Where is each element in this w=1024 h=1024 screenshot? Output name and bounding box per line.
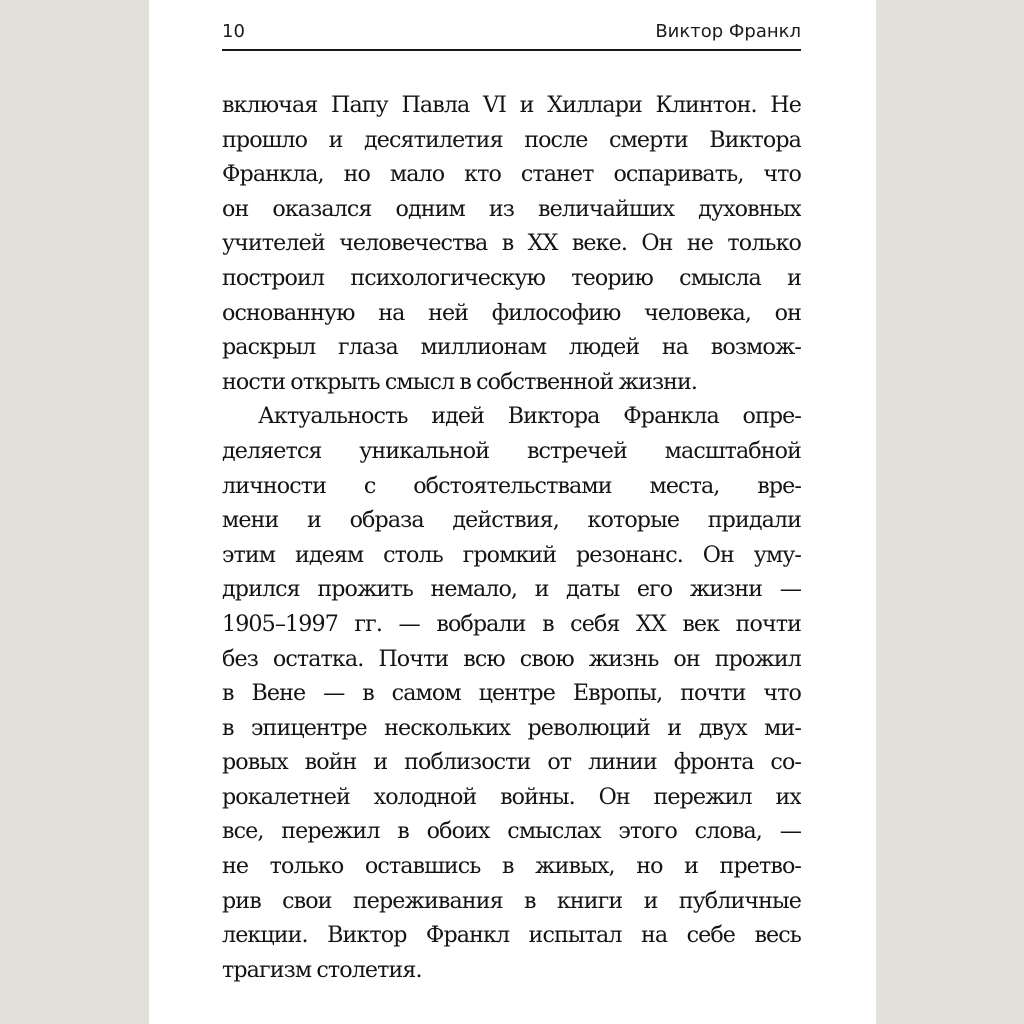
text-line: в эпицентре нескольких революций и двух ми- (222, 714, 801, 741)
text-line: 1905–1997 гг. — вобрали в себя XX век почти (222, 610, 801, 637)
running-head-author: Виктор Франкл (655, 21, 801, 42)
text-line: учителей человечества в XX веке. Он не только (222, 230, 801, 257)
running-head (222, 18, 801, 46)
text-line: прошло и десятилетия после смерти Виктора (222, 126, 801, 153)
text-line: не только оставшись в живых, но и претво- (222, 853, 801, 880)
text-line: рив свои переживания в книги и публичные (222, 887, 801, 914)
text-line: Франкла, но мало кто станет оспаривать, что (222, 161, 801, 188)
text-line: лекции. Виктор Франкл испытал на себе весь (222, 922, 801, 949)
book-page (149, 0, 876, 1024)
text-line: Актуальность идей Виктора Франкла опре- (258, 403, 801, 430)
text-line: этим идеям столь громкий резонанс. Он уму- (222, 541, 801, 568)
header-rule (222, 49, 801, 51)
text-line: трагизм столетия. (222, 956, 422, 983)
text-line: дрился прожить немало, и даты его жизни — (222, 576, 801, 603)
text-line: основанную на ней философию человека, он (222, 299, 801, 326)
text-line: мени и образа действия, которые придали (222, 507, 801, 534)
text-line: построил психологическую теорию смысла и (222, 264, 801, 291)
paragraph (222, 88, 801, 399)
text-line: ности открыть смысл в собственной жизни. (222, 368, 698, 395)
paragraph (222, 399, 801, 987)
page-number: 10 (222, 21, 245, 42)
text-line: он оказался одним из величайших духовных (222, 195, 801, 222)
text-line: в Вене — в самом центре Европы, почти что (222, 680, 801, 707)
text-line: личности с обстоятельствами места, вре- (222, 472, 801, 499)
text-line: без остатка. Почти всю свою жизнь он прожил (222, 645, 801, 672)
text-line: включая Папу Павла VI и Хиллари Клинтон. Не (222, 92, 801, 118)
text-line: деляется уникальной встречей масштабной (222, 437, 801, 464)
text-line: рокалетней холодной войны. Он пережил их (222, 783, 801, 810)
text-line: все, пережил в обоих смыслах этого слова, — (222, 818, 801, 845)
text-line: ровых войн и поблизости от линии фронта со- (222, 749, 801, 776)
text-line: раскрыл глаза миллионам людей на возмож- (222, 334, 801, 361)
body-text (222, 88, 801, 987)
